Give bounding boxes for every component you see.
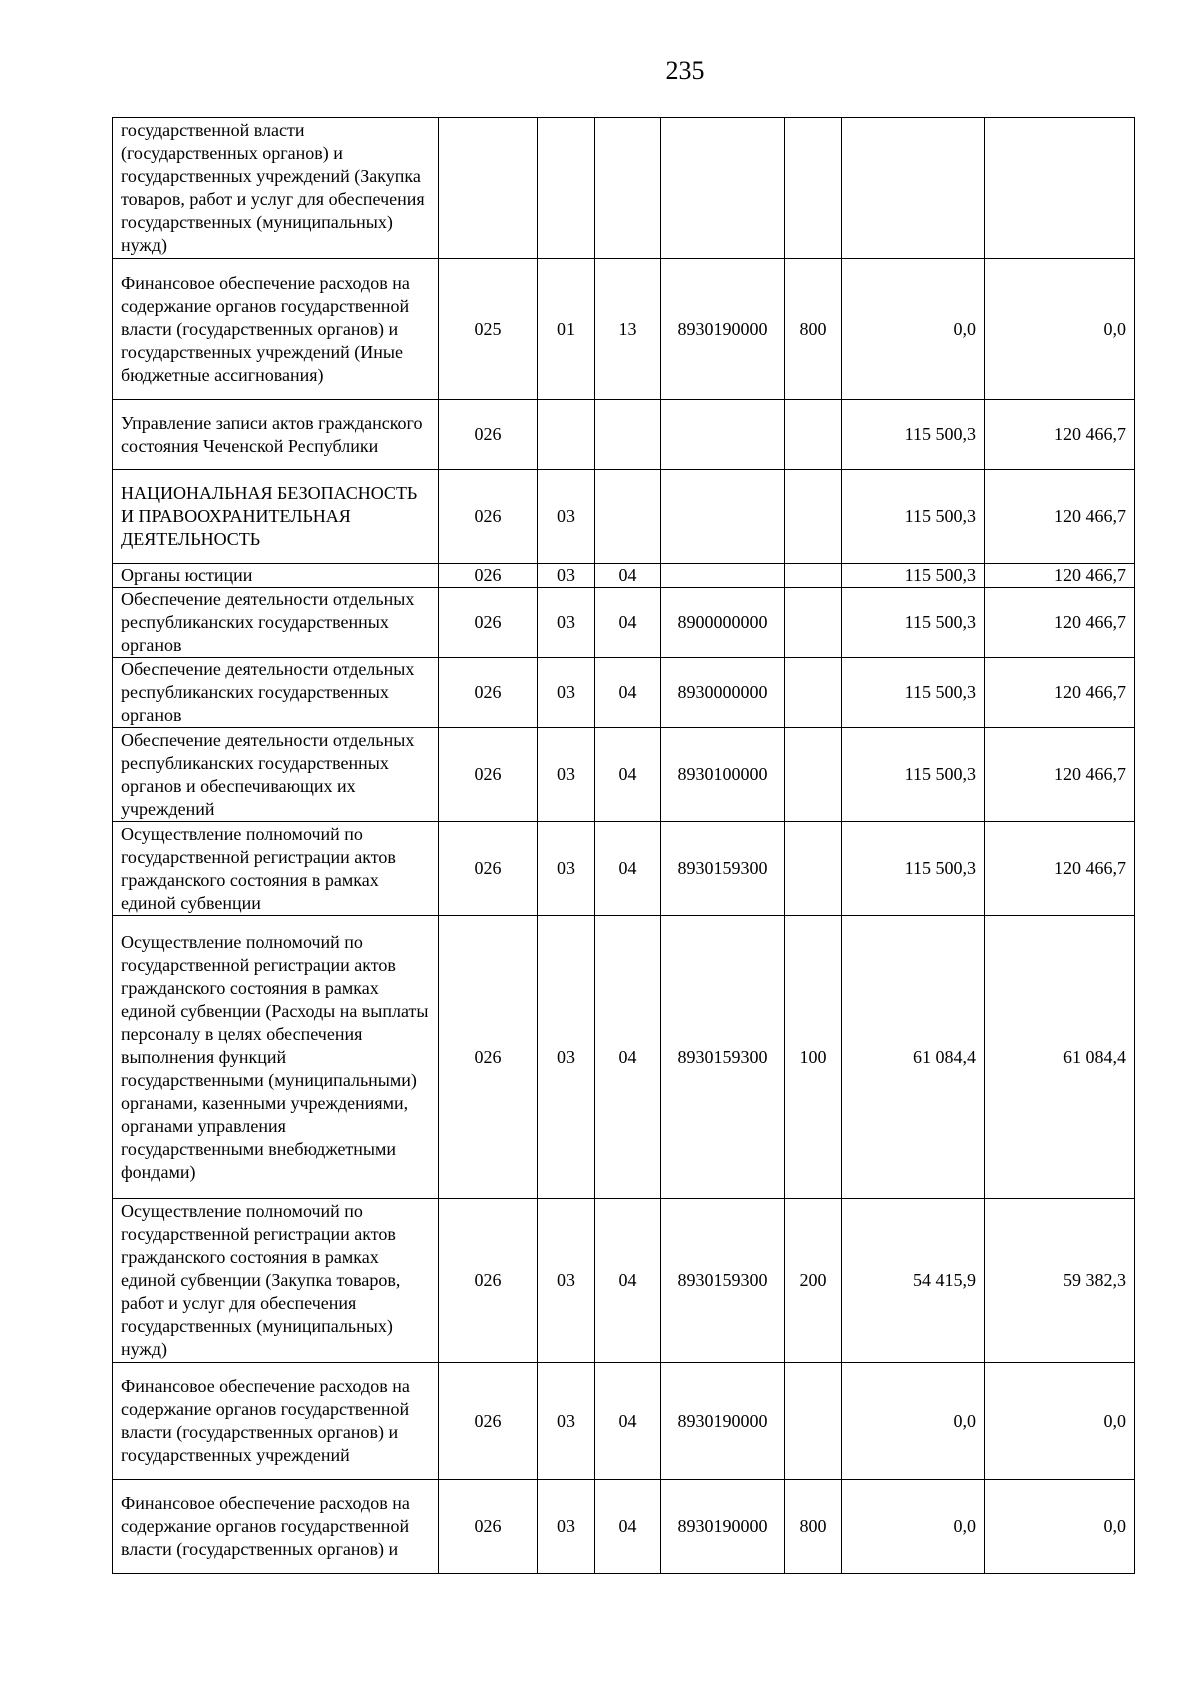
section-code: 03	[538, 588, 595, 658]
row-name: Финансовое обеспечение расходов на содержание органов государственной власти (государственных органов) и	[113, 1480, 439, 1574]
amount-year-1: 0,0	[842, 259, 985, 400]
amount-year-2: 59 382,3	[985, 1199, 1135, 1363]
amount-year-1: 0,0	[842, 1480, 985, 1574]
row-name: НАЦИОНАЛЬНАЯ БЕЗОПАСНОСТЬ И ПРАВООХРАНИТЕЛЬНАЯ ДЕЯТЕЛЬНОСТЬ	[113, 470, 439, 564]
section-code: 03	[538, 1363, 595, 1480]
ministry-code: 026	[439, 564, 538, 588]
ministry-code: 026	[439, 658, 538, 728]
ministry-code: 026	[439, 728, 538, 822]
expense-type-code: 800	[785, 259, 842, 400]
subsection-code: 04	[595, 728, 661, 822]
amount-year-2: 61 084,4	[985, 916, 1135, 1199]
amount-year-1: 115 500,3	[842, 400, 985, 470]
target-article-code: 8900000000	[661, 588, 785, 658]
section-code: 03	[538, 564, 595, 588]
page-number: 235	[665, 56, 705, 85]
subsection-code	[595, 470, 661, 564]
amount-year-1: 54 415,9	[842, 1199, 985, 1363]
row-name: Финансовое обеспечение расходов на содержание органов государственной власти (государственных органов) и государственных учреждений	[113, 1363, 439, 1480]
target-article-code: 8930000000	[661, 658, 785, 728]
section-code: 01	[538, 259, 595, 400]
table-row	[113, 259, 1135, 400]
section-code: 03	[538, 1480, 595, 1574]
target-article-code: 8930190000	[661, 1480, 785, 1574]
target-article-code	[661, 400, 785, 470]
expense-type-code	[785, 470, 842, 564]
expense-type-code	[785, 564, 842, 588]
section-code: 03	[538, 658, 595, 728]
expense-type-code	[785, 822, 842, 916]
amount-year-2: 0,0	[985, 259, 1135, 400]
table-row	[113, 1199, 1135, 1363]
section-code: 03	[538, 822, 595, 916]
ministry-code: 026	[439, 588, 538, 658]
amount-year-1: 115 500,3	[842, 588, 985, 658]
ministry-code	[439, 118, 538, 259]
target-article-code: 8930159300	[661, 1199, 785, 1363]
ministry-code: 026	[439, 822, 538, 916]
expense-type-code	[785, 1363, 842, 1480]
amount-year-2	[985, 118, 1135, 259]
subsection-code: 13	[595, 259, 661, 400]
ministry-code: 026	[439, 1199, 538, 1363]
table-body	[113, 118, 1135, 1574]
subsection-code: 04	[595, 1199, 661, 1363]
amount-year-1: 61 084,4	[842, 916, 985, 1199]
section-code	[538, 400, 595, 470]
target-article-code: 8930190000	[661, 1363, 785, 1480]
row-name: Обеспечение деятельности отдельных республиканских государственных органов	[113, 588, 439, 658]
amount-year-1: 115 500,3	[842, 822, 985, 916]
amount-year-2: 0,0	[985, 1363, 1135, 1480]
amount-year-2: 120 466,7	[985, 400, 1135, 470]
table-row	[113, 916, 1135, 1199]
table-row	[113, 728, 1135, 822]
section-code: 03	[538, 728, 595, 822]
expense-type-code	[785, 728, 842, 822]
table-row	[113, 1363, 1135, 1480]
table-row	[113, 658, 1135, 728]
row-name: Органы юстиции	[113, 564, 439, 588]
ministry-code: 026	[439, 400, 538, 470]
amount-year-1: 115 500,3	[842, 470, 985, 564]
budget-table	[112, 117, 1135, 1574]
subsection-code: 04	[595, 658, 661, 728]
section-code	[538, 118, 595, 259]
amount-year-1: 115 500,3	[842, 728, 985, 822]
target-article-code: 8930190000	[661, 259, 785, 400]
amount-year-2: 120 466,7	[985, 728, 1135, 822]
expense-type-code	[785, 658, 842, 728]
target-article-code	[661, 118, 785, 259]
row-name: Осуществление полномочий по государственной регистрации актов гражданского состояния в рамках единой субвенции (Закупка товаров, работ и услуг для обеспечения государственных (муниципальных) нужд)	[113, 1199, 439, 1363]
amount-year-2: 120 466,7	[985, 564, 1135, 588]
row-name: государственной власти (государственных органов) и государственных учреждений (Закупка товаров, работ и услуг для обеспечения государственных (муниципальных) нужд)	[113, 118, 439, 259]
amount-year-2: 120 466,7	[985, 470, 1135, 564]
ministry-code: 025	[439, 259, 538, 400]
ministry-code: 026	[439, 1363, 538, 1480]
section-code: 03	[538, 470, 595, 564]
row-name: Осуществление полномочий по государственной регистрации актов гражданского состояния в рамках единой субвенции (Расходы на выплаты персоналу в целях обеспечения выполнения функций государственными (муниципальными) органами, казенными учреждениями, органами управления государственными внебюджетными фондами)	[113, 916, 439, 1199]
target-article-code	[661, 564, 785, 588]
amount-year-1: 0,0	[842, 1363, 985, 1480]
amount-year-1	[842, 118, 985, 259]
expense-type-code	[785, 400, 842, 470]
amount-year-2: 120 466,7	[985, 822, 1135, 916]
amount-year-2: 0,0	[985, 1480, 1135, 1574]
target-article-code: 8930159300	[661, 916, 785, 1199]
amount-year-2: 120 466,7	[985, 588, 1135, 658]
row-name: Осуществление полномочий по государственной регистрации актов гражданского состояния в рамках единой субвенции	[113, 822, 439, 916]
subsection-code	[595, 118, 661, 259]
expense-type-code	[785, 118, 842, 259]
target-article-code	[661, 470, 785, 564]
subsection-code: 04	[595, 822, 661, 916]
target-article-code: 8930159300	[661, 822, 785, 916]
table-row	[113, 470, 1135, 564]
ministry-code: 026	[439, 470, 538, 564]
table-row	[113, 564, 1135, 588]
amount-year-1: 115 500,3	[842, 658, 985, 728]
amount-year-1: 115 500,3	[842, 564, 985, 588]
expense-type-code: 100	[785, 916, 842, 1199]
expense-type-code: 200	[785, 1199, 842, 1363]
subsection-code: 04	[595, 1363, 661, 1480]
ministry-code: 026	[439, 1480, 538, 1574]
row-name: Обеспечение деятельности отдельных республиканских государственных органов и обеспечивающих их учреждений	[113, 728, 439, 822]
target-article-code: 8930100000	[661, 728, 785, 822]
subsection-code: 04	[595, 916, 661, 1199]
row-name: Управление записи актов гражданского состояния Чеченской Республики	[113, 400, 439, 470]
subsection-code: 04	[595, 564, 661, 588]
section-code: 03	[538, 916, 595, 1199]
ministry-code: 026	[439, 916, 538, 1199]
row-name: Обеспечение деятельности отдельных республиканских государственных органов	[113, 658, 439, 728]
subsection-code	[595, 400, 661, 470]
expense-type-code: 800	[785, 1480, 842, 1574]
table-row	[113, 822, 1135, 916]
table-row	[113, 1480, 1135, 1574]
table-row	[113, 400, 1135, 470]
table-row	[113, 118, 1135, 259]
subsection-code: 04	[595, 1480, 661, 1574]
expense-type-code	[785, 588, 842, 658]
section-code: 03	[538, 1199, 595, 1363]
subsection-code: 04	[595, 588, 661, 658]
table-row	[113, 588, 1135, 658]
row-name: Финансовое обеспечение расходов на содержание органов государственной власти (государственных органов) и государственных учреждений (Иные бюджетные ассигнования)	[113, 259, 439, 400]
amount-year-2: 120 466,7	[985, 658, 1135, 728]
